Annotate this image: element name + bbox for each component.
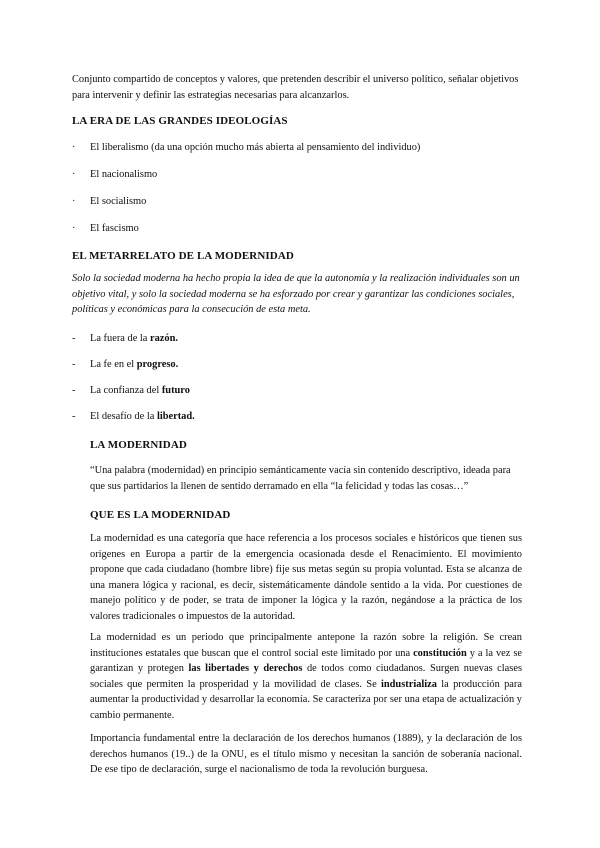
- bullet-marker: ·: [72, 196, 76, 207]
- list-item-bold: razón.: [150, 333, 178, 344]
- paragraph-definicion: La modernidad es una categoría que hace referencia a los procesos sociales e históricos que tienen sus orígenes en Europa a partir de la emergencia ocasionada desde el Renacimiento. El movimiento propone que cada ciudadano (hombre libre) fije sus metas según su propia voluntad. Esta se alcanza de una manera lógica y racional, es decir, sistemáticamente dándole sentido a la vida. Por cuestiones de manejo político y de poder, se trata de imponer la lógica y la razón, negándose a la práctica de los valores tradicionales o impuestos de la autoridad.: [90, 533, 522, 622]
- list-item-bold: libertad.: [156, 411, 195, 422]
- quote-paragraph: “Una palabra (modernidad) en principio semánticamente vacía sin contenido descriptivo, ideada para que sus partidarios la llenen de sentido derramado en ella “la felicidad y todas las cosas…”: [90, 465, 511, 492]
- list-item-text: El socialismo: [90, 196, 147, 207]
- list-item: [72, 222, 139, 236]
- heading-que-es-la-modernidad: QUE ES LA MODERNIDAD: [90, 509, 231, 521]
- bold-libertades-derechos: las libertades y derechos: [188, 663, 303, 674]
- bullet-marker: ·: [72, 223, 76, 234]
- dash-marker: -: [72, 333, 76, 344]
- bold-industrializa: industrializa: [380, 678, 437, 690]
- bullet-marker: ·: [72, 142, 76, 153]
- list-item-prefix: El desafío de la: [90, 411, 157, 422]
- list-item: [72, 332, 178, 346]
- list-item-text: El fascismo: [90, 223, 139, 234]
- list-item: [72, 384, 190, 398]
- list-item: [72, 141, 420, 155]
- dash-marker: -: [72, 385, 76, 396]
- heading-la-modernidad: LA MODERNIDAD: [90, 439, 187, 451]
- heading-metarrelato: EL METARRELATO DE LA MODERNIDAD: [72, 250, 294, 262]
- dash-marker: -: [72, 359, 76, 370]
- list-item-text: El nacionalismo: [90, 169, 158, 180]
- text-run: la producción para aumentar la productividad y desarrollar la economía. Se caracteriza por ser una etapa de actualización y cambio permanente.: [90, 678, 522, 721]
- list-item-bold: progreso.: [136, 359, 179, 370]
- text-run: La modernidad es un periodo que principalmente antepone la razón sobre la religión. Se crean instituciones estatales que buscan que el control social este limitado por una: [90, 632, 522, 659]
- list-item: [72, 358, 178, 372]
- list-item-prefix: La fuera de la: [90, 333, 150, 344]
- heading-grandes-ideologias: LA ERA DE LAS GRANDES IDEOLOGÍAS: [72, 115, 288, 127]
- paragraph-razon-religion: [90, 630, 522, 723]
- italic-paragraph: [72, 271, 522, 318]
- list-item: [72, 410, 195, 424]
- list-item: [72, 168, 157, 182]
- list-item-prefix: La confianza del: [90, 385, 162, 396]
- paragraph-derechos-humanos: Importancia fundamental entre la declaración de los derechos humanos (1889), y la declaración de los derechos humanos (19..) de la ONU, es el título mismo y necesitan la sanción de soberanía nacional. De ese tipo de declaración, surge el nacionalismo de toda la revolución burguesa.: [90, 733, 522, 775]
- list-item: [72, 195, 146, 209]
- bullet-marker: ·: [72, 169, 76, 180]
- list-item-prefix: La fe en el: [90, 359, 137, 370]
- text-run: de todos como ciudadanos. Surgen nuevas clases sociales que permiten la prosperidad y la movilidad de clases. Se: [90, 663, 522, 690]
- dash-marker: -: [72, 411, 76, 422]
- intro-paragraph: Conjunto compartido de conceptos y valores, que pretenden describir el universo político, señalar objetivos para intervenir y definir las estrategias necesarias para alcanzarlos.: [72, 74, 519, 101]
- list-item-text: El liberalismo (da una opción mucho más abierta al pensamiento del individuo): [90, 142, 421, 153]
- bold-constitucion: constitución: [413, 647, 467, 659]
- text-run: y a la vez se garantizan y protegen: [90, 647, 523, 674]
- list-item-bold: futuro: [161, 385, 190, 396]
- italic-text: Solo la sociedad moderna ha hecho propia la idea de que la autonomía y la realización individuales son un objetivo vital, y solo la sociedad moderna se ha esforzado por crear y garantizar las condiciones sociales, políticas y económicas para la consecución de esta meta.: [72, 273, 520, 315]
